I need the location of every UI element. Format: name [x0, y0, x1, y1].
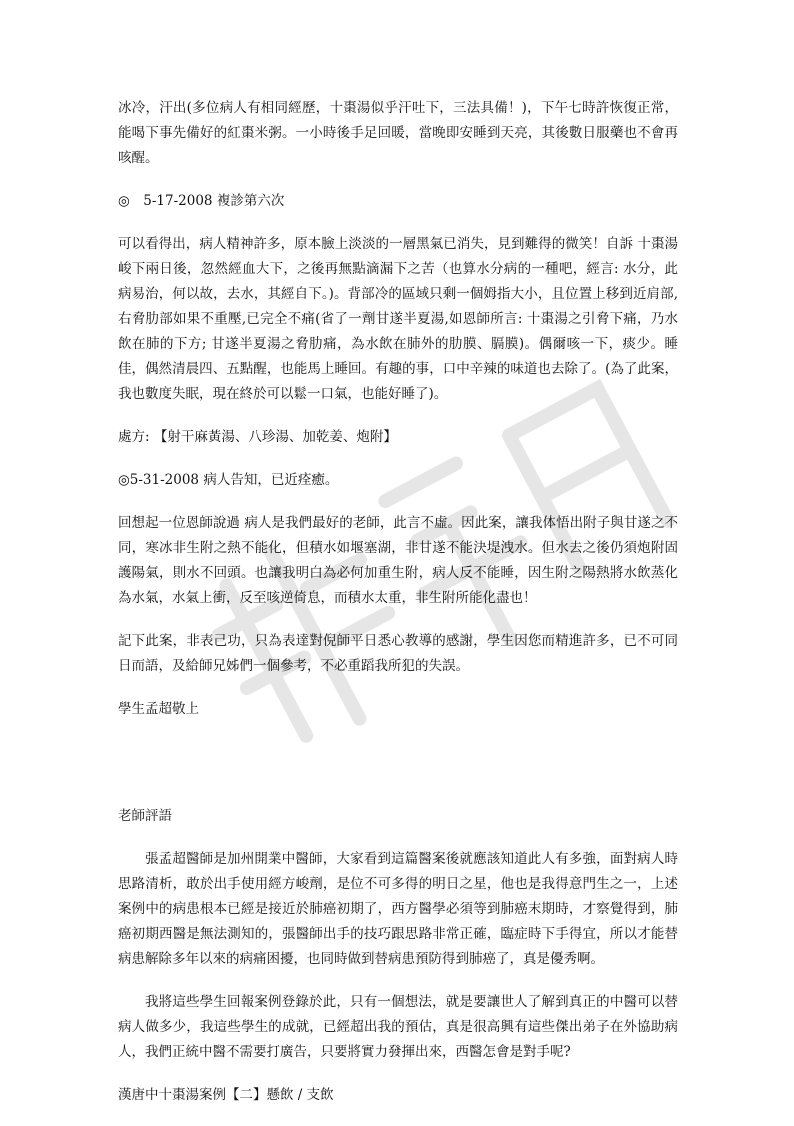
- section-heading-teacher-comment: 老師評語: [118, 808, 172, 824]
- paragraph-treatment-result: 冰冷，汗出(多位病人有相同經歷，十棗湯似乎汗吐下，三法具備！)，下午七時許恢復正常，能喝下事先備好的紅棗米粥。一小時後手足回暖，當晚即安睡到天亮，其後數日服藥也不會再咳醒。: [118, 100, 678, 166]
- section-heading-followup-6: ◎ 5-17-2008 複診第六次: [118, 193, 285, 209]
- document-body: [118, 96, 678, 1126]
- paragraph-reflection: 回想起一位恩師說過 病人是我們最好的老師，此言不虛。因此案，讓我体悟出附子與甘遂之不同，寒冰非生附之熱不能化，但積水如堰塞湖，非甘遂不能決堤洩水。但水去之後仍須炮附固護陽氣，則水不回頭。也讓我明白為必何加重生附，病人反不能睡，因生附之陽熱將水飲蒸化為水氣，水氣上衝，反至咳逆倚息，而積水太重，非生附所能化盡也！: [118, 515, 678, 606]
- paragraph-recovery-note: ◎5-31-2008 病人告知，已近痊癒。: [118, 472, 339, 488]
- paragraph-gratitude: 記下此案，非表己功，只為表達對倪師平日悉心教導的感謝，學生因您而精進許多，已不可同日而語，及給師兄姊們一個參考，不必重蹈我所犯的失誤。: [118, 633, 678, 674]
- section-heading-next-case: 漢唐中十棗湯案例【二】懸飲 / 支飲: [118, 1087, 334, 1103]
- paragraph-signature: 學生孟超敬上: [118, 701, 199, 717]
- paragraph-prescription: 處方: 【射干麻黃湯、八珍湯、加乾姜、炮附】: [118, 429, 397, 445]
- paragraph-followup-notes: 可以看得出，病人精神許多，原本臉上淡淡的一層黑氣已消失，見到難得的微笑！自訴 十棗湯峻下兩日後，忽然經血大下，之後再無點滴漏下之苦（也算水分病的一種吧，經言: 水分，此病易治，何以故，去水，其經自下。)。背部冷的區域只剩一個姆指大小，且位置上移到近肩部,右脅肋部如果不重壓,已完全不痛(省了一劑甘遂半夏湯,如恩師所言: 十棗湯之引脅下痛，乃水飲在肺的下方; 甘遂半夏湯之脅肋痛，為水飲在肺外的肋膜、膈膜)。偶爾咳一下，痰少。睡佳，偶然清晨四、五點醒，也能馬上睡回。有趣的事，口中辛辣的味道也去除了。(為了此案，我也數度失眠，現在終於可以鬆一口氣，也能好睡了)。: [118, 236, 678, 402]
- paragraph-teacher-comment-1: 張孟超醫師是加州開業中醫師，大家看到這篇醫案後就應該知道此人有多強，面對病人時思路清析，敢於出手使用經方峻劑，是位不可多得的明日之星，他也是我得意門生之一，上述案例中的病患根本已經是接近於肺癌初期了，西方醫學必須等到肺癌末期時，才察覺得到，肺癌初期西醫是無法測知的，張醫師出手的技巧跟思路非常正確，臨症時下手得宜，所以才能替病患解除多年以來的病痛困擾，也同時做到替病患預防得到肺癌了，真是優秀啊。: [118, 851, 678, 967]
- blank-space: [118, 740, 678, 804]
- paragraph-teacher-comment-2: 我將這些學生回報案例登錄於此，只有一個想法，就是要讓世人了解到真正的中醫可以替病人做多少，我這些學生的成就，已經超出我的預估，真是很高興有這些傑出弟子在外協助病人，我們正統中醫不需要打廣告，只要將實力發揮出來，西醫怎會是對手呢?: [118, 994, 678, 1060]
